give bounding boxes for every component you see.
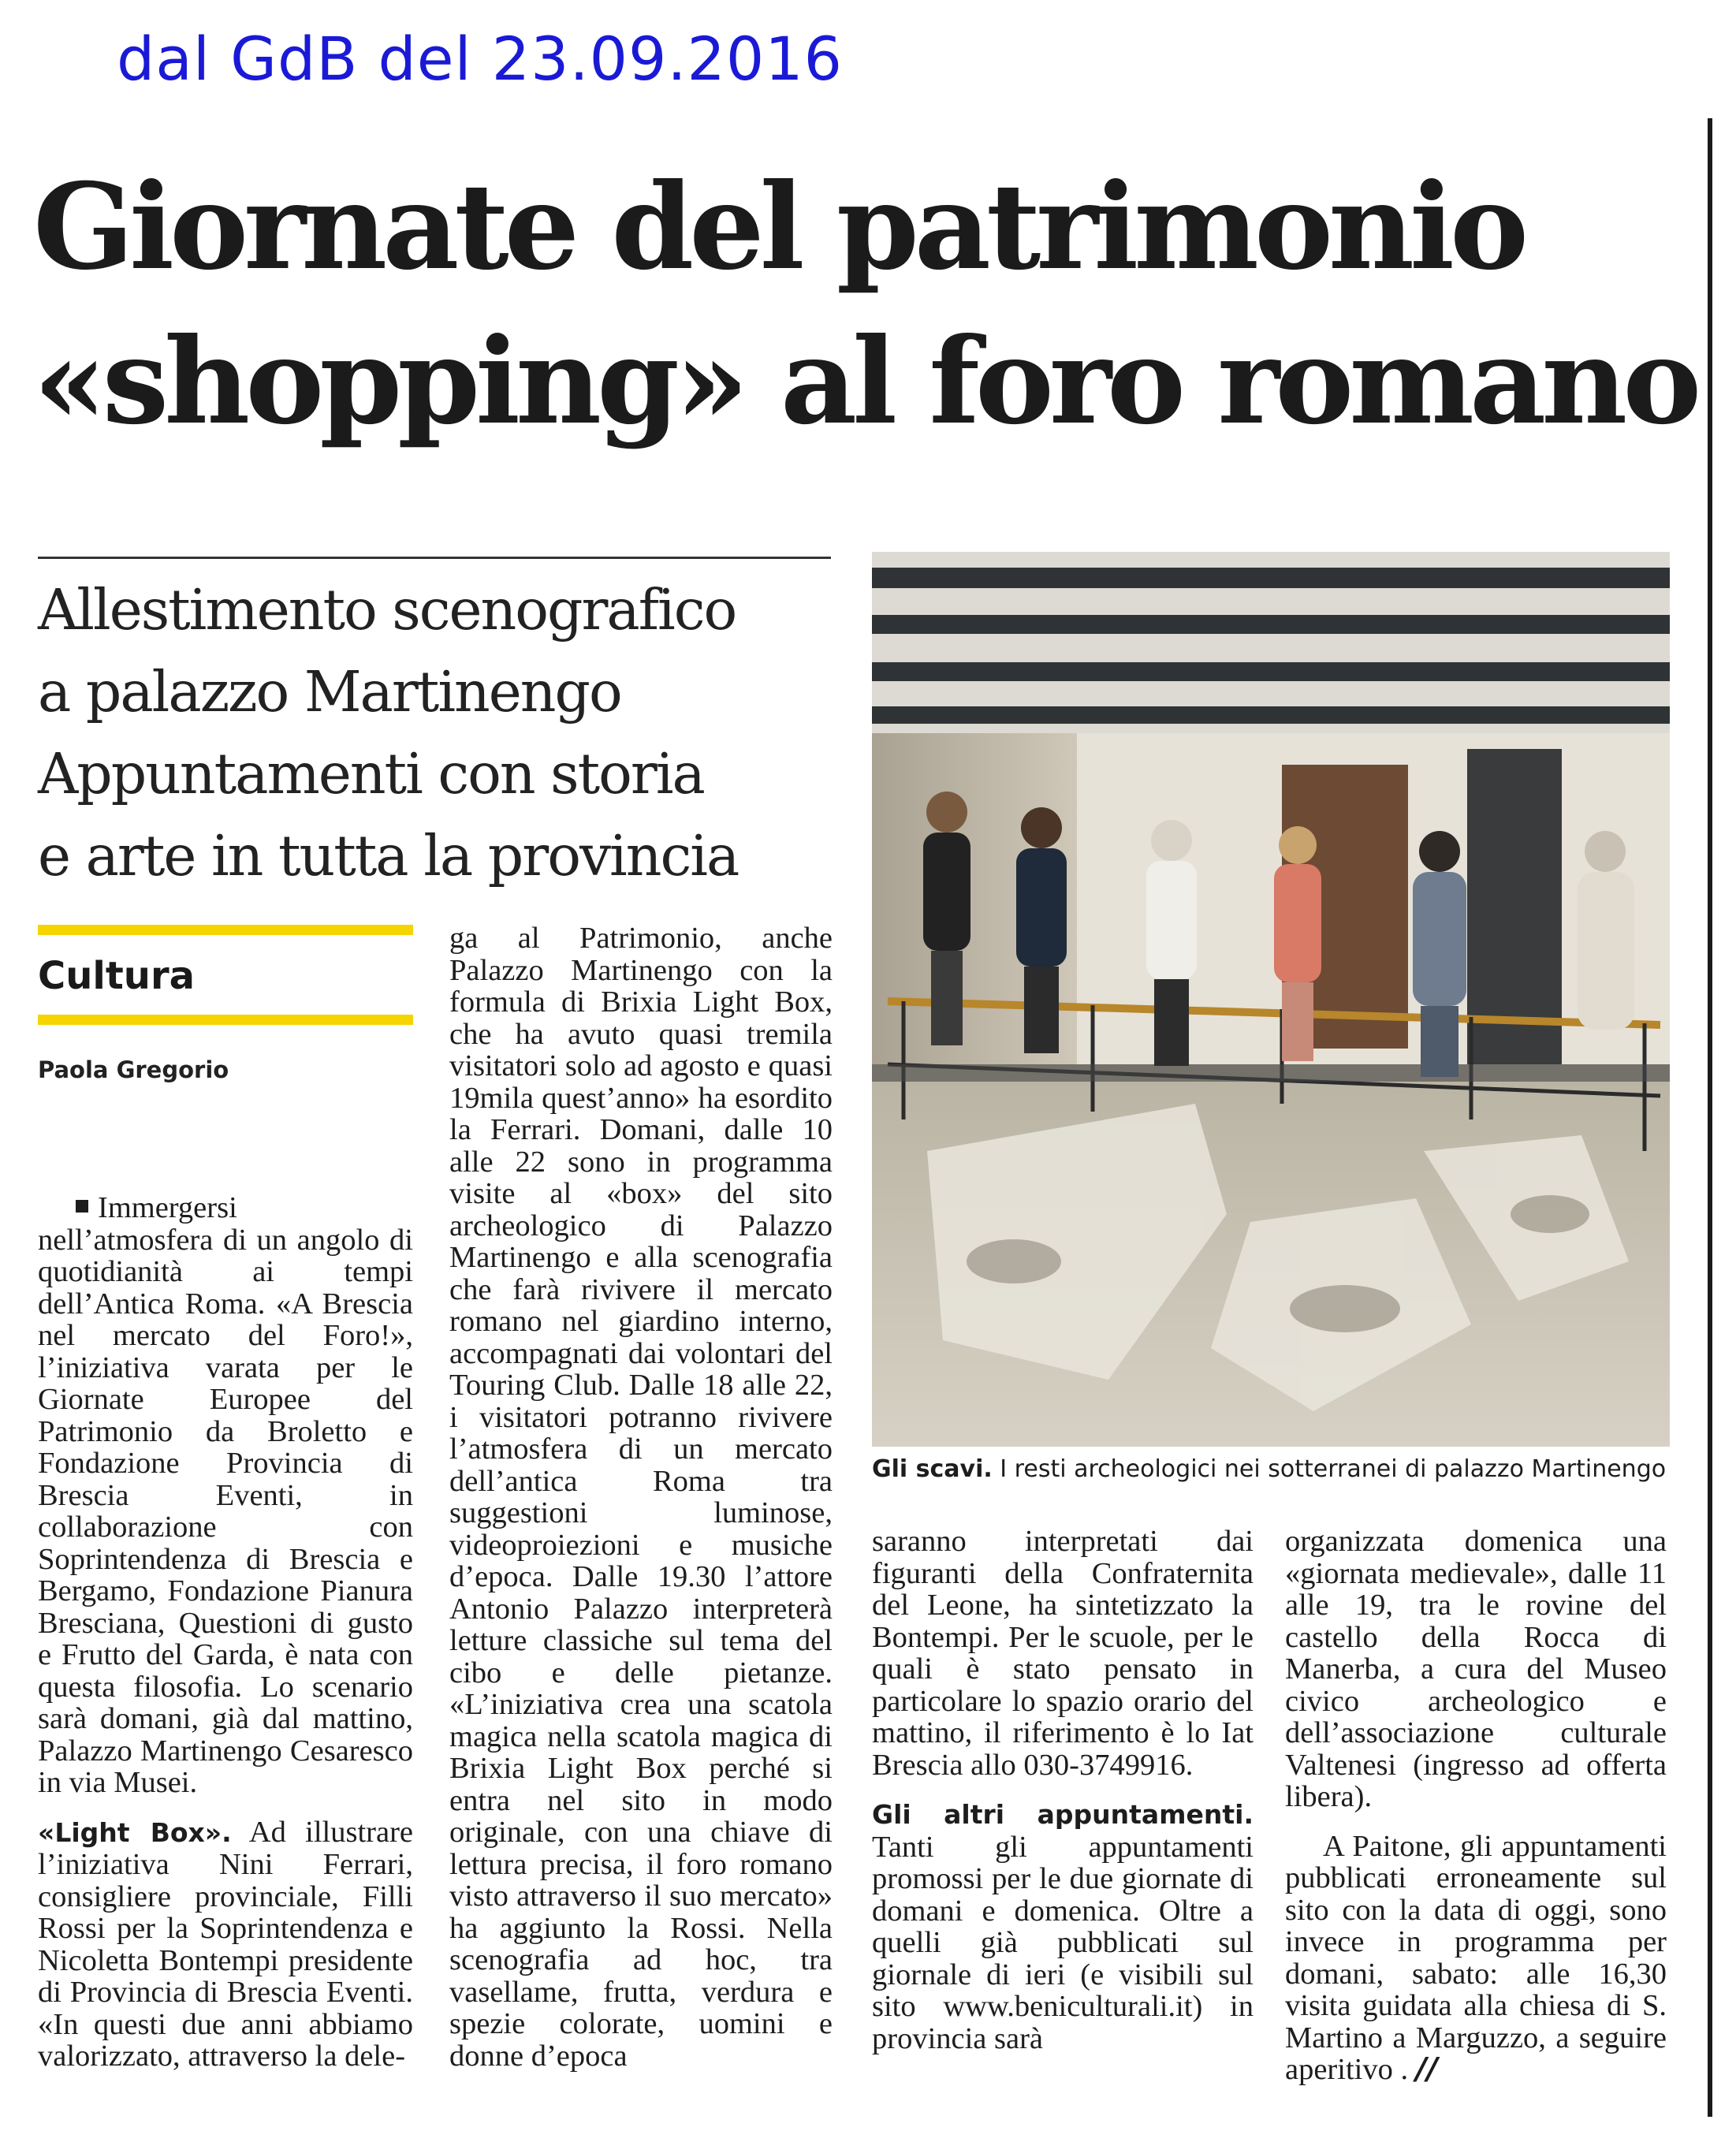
paragraph-text: A Paitone, gli appuntamenti pubblicati erroneamente sul sito con la data di oggi, sono invece in programma per domani, sabato: alle 16,30 visita guidata alla chiesa di S. Martino a Marguzzo, a seguire aperitivo . bbox=[1285, 1829, 1667, 2086]
paragraph: ga al Patrimonio, anche Palazzo Martinengo con la formula di Brixia Light Box, che ha avuto quasi tremila visitatori solo ad agosto e quasi 19mila quest’anno» ha esordito la Ferrari. Domani, dalle 10 alle 22 sono in programma visite al «box» del sito archeologico di Palazzo Martinengo e alla scenografia che farà rivivere il mercato romano nel giardino interno, accompagnati dai volontari del Touring Club. Dalle 18 alle 22, i visitatori potranno rivivere l’atmosfera di un mercato dell’antica Roma tra suggestioni luminose, videoproiezioni e musiche d’epoca. Dalle 19.30 l’attore Antonio Palazzo interpreterà letture classiche sul tema del cibo e delle pietanze. «L’iniziativa crea una scatola magica nella scatola magica di Brixia Light Box perché si entra nel sito in modo originale, con una chiave di lettura precisa, il foro romano visto attraverso il suo mercato» ha aggiunto la Rossi. Nella scenografia ad hoc, tra vasellame, frutta, verdura e spezie colorate, uomini e donne d’epoca bbox=[449, 922, 833, 2073]
article-column-1 bbox=[38, 1192, 413, 2073]
paragraph-text: Tanti gli appuntamenti promossi per le due giornate di domani e domenica. Oltre a quelli già pubblicati sul giornale di ieri (e visibili sul sito www.beniculturali.it) in provincia sarà bbox=[872, 1830, 1254, 2055]
paragraph bbox=[38, 1816, 413, 2073]
paragraph-text: Ad illustrare l’iniziativa Nini Ferrari, consigliere provinciale, Filli Rossi per la Soprintendenza e Nicoletta Bontempi presidente di Provincia di Brescia Eventi. «In questi due anni abbiamo valorizzato, attraverso la dele- bbox=[38, 1815, 413, 2073]
section-bar-bottom bbox=[38, 1015, 413, 1025]
end-of-article-mark: // bbox=[1415, 2051, 1438, 2087]
paragraph: organizzata domenica una «giornata medievale», dalle 11 alle 19, tra le rovine del castello della Rocca di Manerba, a cura del Museo civico archeologico e dell’associazione culturale Valtenesi (ingresso ad offerta libera). bbox=[1285, 1525, 1667, 1813]
caption-text: I resti archeologici nei sotterranei di palazzo Martinengo bbox=[992, 1455, 1667, 1483]
subheadline-line-1: Allestimento scenografico bbox=[38, 577, 736, 643]
paragraph bbox=[1285, 1831, 1667, 2086]
subheadline bbox=[38, 569, 834, 897]
byline: Paola Gregorio bbox=[38, 1056, 229, 1083]
photo-caption bbox=[872, 1455, 1676, 1483]
excavation-photo bbox=[872, 552, 1670, 1447]
caption-title: Gli scavi. bbox=[872, 1455, 993, 1483]
run-in-heading: Gli altri appuntamenti. bbox=[872, 1799, 1254, 1830]
section-bar-top bbox=[38, 925, 413, 935]
headline-line-2: «shopping» al foro romano bbox=[33, 312, 1697, 451]
paragraph-text: Immergersi nell’atmosfera di un angolo di quotidianità ai tempi dell’Antica Roma. «A Brescia nel mercato del Foro!», l’iniziativa varata per le Giornate Europee del Patrimonio da Broletto e Fondazione Provincia di Brescia Eventi, in collaborazione con Soprintendenza di Brescia e Bergamo, Fondazione Pianura Bresciana, Questioni di gusto e Frutto del Garda, è nata con questa filosofia. Lo scenario sarà domani, già dal mattino, Palazzo Martinengo Cesaresco in via Musei. bbox=[38, 1191, 413, 1799]
column-rule bbox=[1708, 118, 1712, 2117]
subheadline-line-3: Appuntamenti con storia bbox=[38, 741, 704, 807]
paragraph-marker-icon bbox=[76, 1200, 88, 1213]
paragraph bbox=[872, 1798, 1254, 2054]
article-photo bbox=[872, 552, 1670, 1447]
paragraph bbox=[38, 1192, 413, 1799]
article-column-4 bbox=[1285, 1525, 1667, 2086]
headline bbox=[33, 150, 1697, 459]
paragraph: saranno interpretati dai figuranti della Confraternita del Leone, ha sintetizzato la Bontempi. Per le scuole, per le quali è stato pensato in particolare lo spazio orario del mattino, il riferimento è lo Iat Brescia allo 030-3749916. bbox=[872, 1525, 1254, 1782]
headline-line-1: Giornate del patrimonio bbox=[33, 158, 1525, 296]
article-column-2 bbox=[449, 922, 833, 2072]
subheadline-rule bbox=[38, 557, 831, 559]
subheadline-line-2: a palazzo Martinengo bbox=[38, 659, 621, 725]
subheadline-line-4: e arte in tutta la provincia bbox=[38, 823, 739, 888]
section-label: Cultura bbox=[38, 954, 196, 998]
run-in-heading: «Light Box». bbox=[38, 1816, 232, 1848]
source-label: dal GdB del 23.09.2016 bbox=[117, 24, 843, 94]
article-column-3 bbox=[872, 1525, 1254, 2054]
